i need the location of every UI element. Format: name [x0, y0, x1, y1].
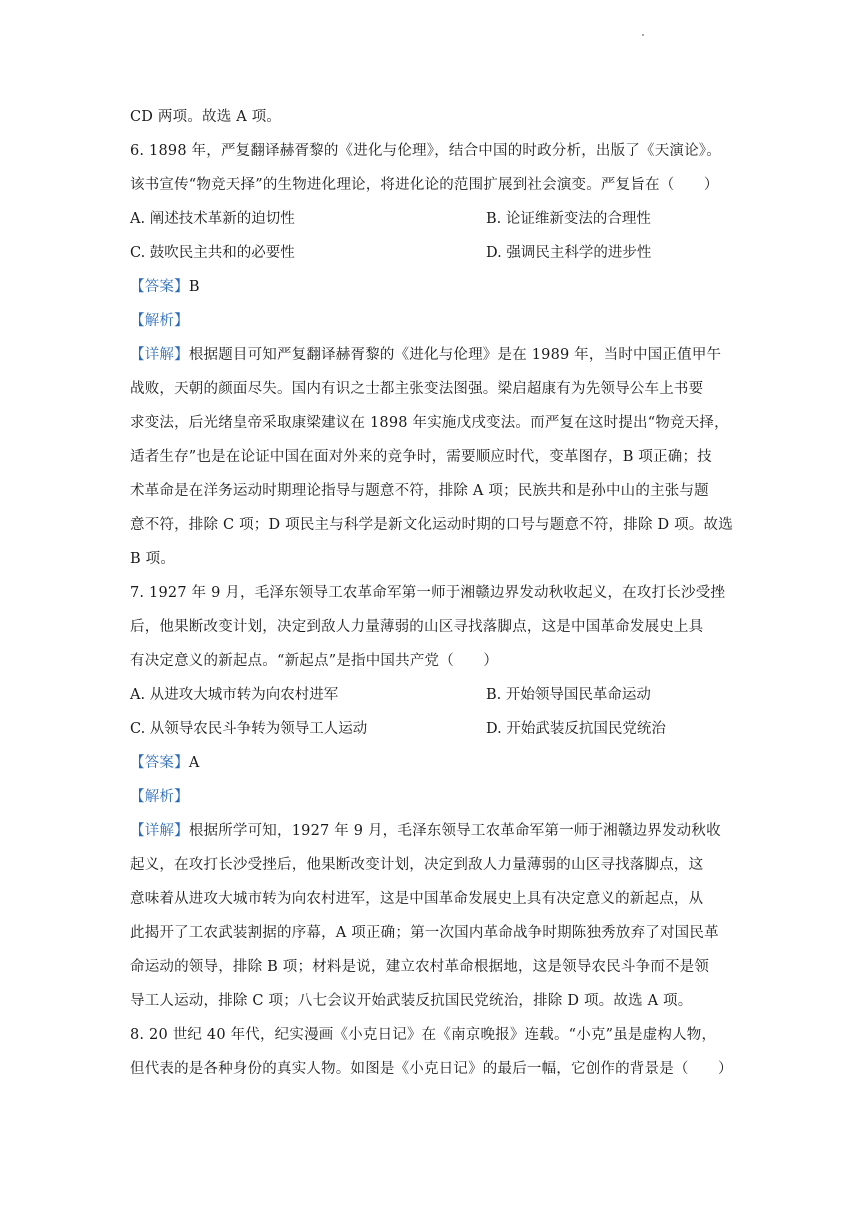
q7-detail-line: [130, 814, 736, 848]
q7-options-row: [130, 678, 736, 712]
q6-option-d: D. 强调民主科学的进步性: [486, 245, 652, 261]
answer-value: A: [188, 755, 200, 771]
answer-value: B: [188, 279, 200, 295]
q7-stem-line: 有决定意义的新起点。“新起点”是指中国共产党（ ）: [130, 653, 499, 669]
q6-options-row: [130, 236, 736, 270]
q6-detail-line: 术革命是在洋务运动时期理论指导与题意不符，排除 A 项；民族共和是孙中山的主张与题: [130, 483, 709, 499]
analysis-tag: 【解析】: [130, 789, 189, 805]
prev-answer-tail: CD 两项。故选 A 项。: [130, 109, 282, 125]
q7-analysis: [130, 780, 736, 814]
q6-detail-line: 战败，天朝的颜面尽失。国内有识之士都主张变法图强。梁启超康有为先领导公车上书要: [130, 381, 704, 397]
q6-detail-line: 意不符，排除 C 项；D 项民主与科学是新文化运动时期的口号与题意不符，排除 D 项。故选: [130, 517, 733, 533]
detail-text: 根据所学可知，1927 年 9 月，毛泽东领导工农革命军第一师于湘赣边界发动秋收: [188, 823, 721, 839]
detail-tag: 【详解】: [130, 347, 189, 363]
q6-detail-line: 求变法，后光绪皇帝采取康梁建议在 1898 年实施戊戌变法。而严复在这时提出“物竞天择，: [130, 415, 729, 431]
q7-answer: [130, 746, 736, 780]
detail-tag: 【详解】: [130, 823, 189, 839]
q7-detail-line: 此揭开了工农武装割据的序幕，A 项正确；第一次国内革命战争时期陈独秀放弃了对国民革: [130, 925, 719, 941]
document-page: [130, 100, 736, 1086]
q6-detail-line: B 项。: [130, 551, 176, 567]
q6-option-a: A. 阐述技术革新的迫切性: [130, 211, 295, 227]
q6-options-row: [130, 202, 736, 236]
question-8: [130, 1018, 736, 1086]
q7-detail-line: 起义，在攻打长沙受挫后，他果断改变计划，决定到敌人力量薄弱的山区寻找落脚点，这: [130, 857, 704, 873]
answer-tag: 【答案】: [130, 279, 189, 295]
q6-detail-line: 适者生存”也是在论证中国在面对外来的竞争时，需要顺应时代，变革图存，B 项正确；技: [130, 449, 712, 465]
q7-stem-line: 后，他果断改变计划，决定到敌人力量薄弱的山区寻找落脚点，这是中国革命发展史上具: [130, 619, 704, 635]
q6-stem-line: 该书宣传“物竞天择”的生物进化理论，将进化论的范围扩展到社会演变。严复旨在（ ）: [130, 177, 719, 193]
q6-option-c: C. 鼓吹民主共和的必要性: [130, 245, 295, 261]
q7-stem-line: 7. 1927 年 9 月，毛泽东领导工农革命军第一师于湘赣边界发动秋收起义，在攻打长沙受挫: [130, 585, 726, 601]
q7-detail-line: 导工人运动，排除 C 项；八七会议开始武装反抗国民党统治，排除 D 项。故选 A 项。: [130, 993, 693, 1009]
q6-analysis: [130, 304, 736, 338]
q7-options-row: [130, 712, 736, 746]
question-7: [130, 576, 736, 1018]
q7-option-c: C. 从领导农民斗争转为领导工人运动: [130, 721, 368, 737]
q7-option-d: D. 开始武装反抗国民党统治: [486, 721, 666, 737]
page-dot: [642, 34, 644, 36]
q7-option-b: B. 开始领导国民革命运动: [486, 687, 651, 703]
analysis-tag: 【解析】: [130, 313, 189, 329]
question-6: [130, 134, 736, 576]
q6-option-b: B. 论证维新变法的合理性: [486, 211, 651, 227]
q6-answer: [130, 270, 736, 304]
q7-detail-line: 命运动的领导，排除 B 项；材料是说，建立农村革命根据地，这是领导农民斗争而不是领: [130, 959, 710, 975]
detail-text: 根据题目可知严复翻译赫胥黎的《进化与伦理》是在 1989 年，当时中国正值甲午: [188, 347, 722, 363]
q6-detail-line: [130, 338, 736, 372]
q8-stem-line: 8. 20 世纪 40 年代，纪实漫画《小克日记》在《南京晚报》连载。“小克”虽是虚构人物，: [130, 1027, 717, 1043]
answer-tag: 【答案】: [130, 755, 189, 771]
q6-stem-line: 6. 1898 年，严复翻译赫胥黎的《进化与伦理》，结合中国的时政分析，出版了《天演论》。: [130, 143, 721, 159]
q7-option-a: A. 从进攻大城市转为向农村进军: [130, 687, 339, 703]
q7-detail-line: 意味着从进攻大城市转为向农村进军，这是中国革命发展史上具有决定意义的新起点，从: [130, 891, 704, 907]
q8-stem-line: 但代表的是各种身份的真实人物。如图是《小克日记》的最后一幅，它创作的背景是（ ）: [130, 1061, 733, 1077]
